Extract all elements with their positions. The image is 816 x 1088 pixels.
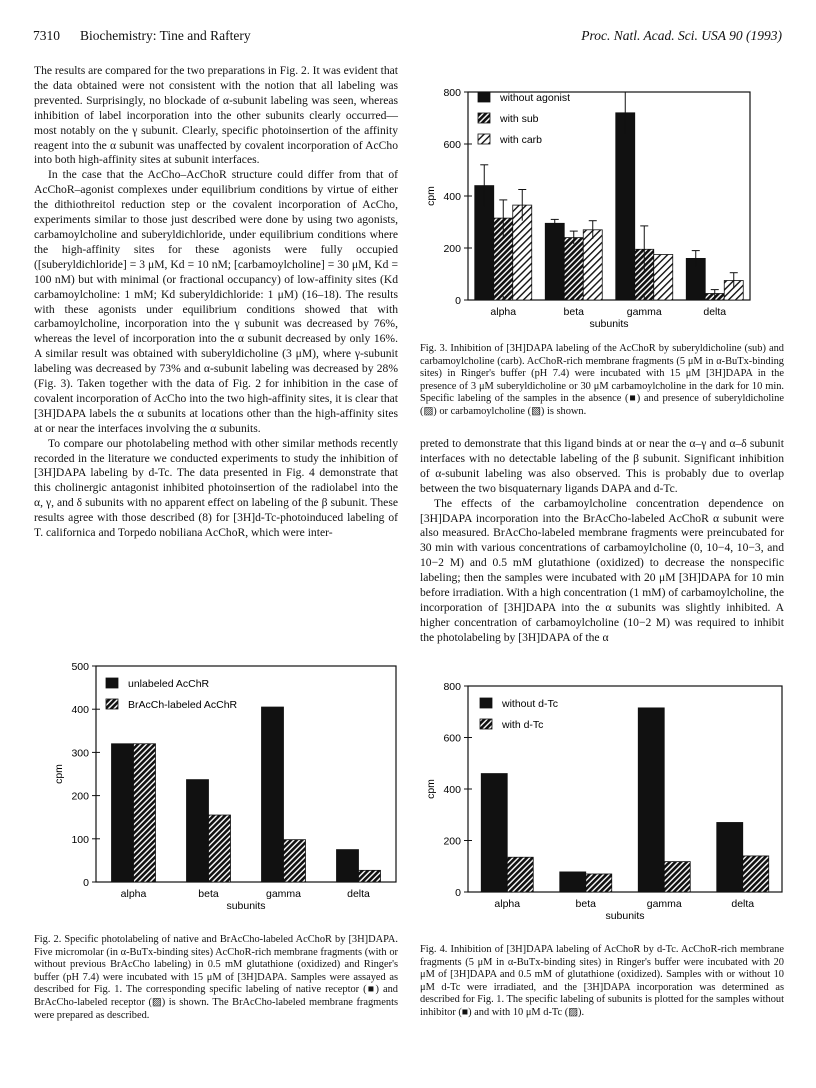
x-tick-label: gamma <box>646 898 682 910</box>
legend-label: with d-Tc <box>502 719 544 731</box>
legend-label: with carb <box>500 134 543 146</box>
bar-delta-1 <box>743 856 769 892</box>
y-tick-label: 100 <box>71 833 89 846</box>
x-tick-label: gamma <box>626 306 662 318</box>
legend-swatch <box>106 678 118 688</box>
legend-swatch <box>480 719 492 729</box>
legend-swatch <box>106 699 118 709</box>
legend-swatch <box>478 113 490 123</box>
y-tick-label: 200 <box>443 835 461 848</box>
bar-alpha-0 <box>112 744 134 882</box>
legend-label: BrAcCh-labeled AcChR <box>128 699 238 711</box>
paragraph: preted to demonstrate that this ligand binds at or near the α–γ and α–δ subunit interfaces with no detectable labeling of the β subunit. Significant inhibition of α-subunit labeling was also observed. This is probably due to overlap between the two bisquaternary ligands DAPA and d-Tc. <box>420 437 784 495</box>
x-tick-label: alpha <box>120 888 147 900</box>
left-column-text <box>34 64 398 541</box>
y-tick-label: 600 <box>443 139 461 151</box>
y-axis-label: cpm <box>425 779 437 799</box>
y-tick-label: 800 <box>443 681 461 693</box>
bar-gamma-1 <box>664 862 690 892</box>
legend-label: with sub <box>500 113 539 125</box>
page-number: 7310 <box>33 28 60 43</box>
x-tick-label: alpha <box>490 306 517 318</box>
x-axis-label: subunits <box>605 910 645 922</box>
y-tick-label: 600 <box>443 732 461 745</box>
x-tick-label: gamma <box>265 888 302 900</box>
bar-gamma-2 <box>654 255 673 301</box>
fig2-caption: Fig. 2. Specific photolabeling of native and BrAcCho-labeled AcChoR by [3H]DAPA. Five micromolar (in α-BuTx-binding sites) AcChoR-rich membrane fragments (with or without previous BrAcCho labeling) in 0.5 mM glutathione (oxidized) and Ringer's buffer (pH 7.4) were incubated with 15 μM of [3H]DAPA. Samples were assayed as described for Fig. 1. The corresponding specific labeling of native receptor (■) and BrAcCho-labeled receptor (▨) is shown. The BrAcCho-labeled membrane fragments were prepared as described. <box>34 934 398 1021</box>
paragraph: The results are compared for the two preparations in Fig. 2. It was evident that the data obtained were not consistent with the notion that all labeling was prevented. Surprisingly, no blockade of α-subunit labeling was seen, whereas inhibition of label incorporation into the other subunits clearly occurred—most notably on the γ subunit. Clearly, specific photoinsertion of the affinity reagent into the α subunit was unaffected by covalent incorporation of AcCho into both high-affinity sites at subunit interfaces. <box>34 64 398 167</box>
x-tick-label: delta <box>703 306 727 318</box>
bar-alpha-1 <box>507 857 533 892</box>
legend-label: unlabeled AcChR <box>128 678 210 690</box>
bar-beta-1 <box>209 815 231 882</box>
x-tick-label: delta <box>731 898 755 910</box>
y-tick-label: 400 <box>71 704 89 717</box>
y-axis-label: cpm <box>425 186 437 206</box>
bar-alpha-0 <box>481 774 507 892</box>
bar-beta-0 <box>545 223 564 300</box>
bar-beta-0 <box>560 872 586 892</box>
fig2-chart <box>34 654 398 924</box>
bar-gamma-0 <box>616 113 635 300</box>
bar-gamma-0 <box>262 707 284 882</box>
y-tick-label: 200 <box>443 243 461 255</box>
right-column-text <box>420 437 784 646</box>
x-axis-label: subunits <box>226 900 266 912</box>
paragraph: The effects of the carbamoylcholine concentration dependence on [3H]DAPA incorporation into the BrAcCho-labeled AcChoR α subunit were also measured. BrAcCho-labeled membrane fragments were preincubated for 30 min with various concentrations of carbamoylcholine (0, 10−4, 10−3, and 10−2 M) and 0.5 mM glutathione (oxidized) to decrease the nonspecific labeling; then the samples were incubated with 20 μM [3H]DAPA for 10 min before irradiation. With a high concentration (1 mM) of carbamoylcholine, the incorporation of [3H]DAPA into the α subunits was slightly inhibited. A higher concentration of carbamoylcholine (10−2 M) was required to inhibit the photolabeling by [3H]DAPA of the α <box>420 496 784 644</box>
bar-gamma-0 <box>638 708 664 892</box>
x-tick-label: delta <box>347 888 370 900</box>
running-title: Biochemistry: Tine and Raftery <box>80 28 251 43</box>
y-axis-label: cpm <box>53 764 65 784</box>
y-tick-label: 500 <box>71 661 89 673</box>
y-tick-label: 0 <box>83 877 89 889</box>
y-tick-label: 400 <box>443 191 461 203</box>
y-tick-label: 400 <box>443 784 461 796</box>
x-tick-label: beta <box>198 888 219 900</box>
journal-citation: Proc. Natl. Acad. Sci. USA 90 (1993) <box>581 28 782 43</box>
x-tick-label: beta <box>563 306 584 318</box>
fig4-caption: Fig. 4. Inhibition of [3H]DAPA labeling of AcChoR by d-Tc. AcChoR-rich membrane fragments (5 μM in α-BuTx-binding sites) in Ringer's buffer were incubated with 20 μM of [3H]DAPA and 0.5 mM of glutathione (oxidized). Samples with or without 10 μM d-Tc were irradiated, and the [3H]DAPA incorporation was determined as described for Fig. 1. The specific labeling of subunits is plotted for the samples without inhibitor (■) and with 10 μM d-Tc (▨). <box>420 944 784 1018</box>
legend-swatch <box>478 134 490 144</box>
bar-delta-0 <box>717 822 743 892</box>
y-tick-label: 300 <box>71 747 89 760</box>
bar-alpha-1 <box>134 744 156 882</box>
legend-swatch <box>478 92 490 102</box>
x-tick-label: beta <box>575 898 596 910</box>
bar-delta-0 <box>337 850 359 882</box>
bar-beta-2 <box>583 230 602 300</box>
bar-gamma-1 <box>284 840 306 882</box>
paragraph: In the case that the AcCho–AcChoR structure could differ from that of AcChoR–agonist complexes under equilibrium conditions by virtue of either the dithiothreitol reduction step or the covalent incorporation of AcCho, experiments similar to those just described were done by using two agonists, carbamoylcholine and suberyldichloride, under equilibrium conditions where the high-affinity sites for these agonists were fully occupied ([suberyldichloride] = 3 μM, Kd = 10 nM; [carbamoylcholine] = 30 μM, Kd = 100 nM) but with minimal (or fractional occupancy) of low-affinity sites (Kd carbamoylcholine: 1 mM; Kd suberyldichloride: 1 μM) (16–18). The results with these agonists under equilibrium conditions showed that with carbamoylcholine, incorporation into the γ subunit was decreased by 76%, whereas the level of incorporation into the α subunit decreased by only 16%. A similar result was obtained with suberyldicholine (3 μM), where γ-subunit labeling was decreased by 73% and α-subunit labeling was decreased by 28% (Fig. 3). Taken together with the data of Fig. 2 for inhibition in the case of covalent incorporation of AcCho into the two high-affinity sites, it is clear that [3H]DAPA labels the α subunits at locations other than the high-affinity sites at or near the interfaces involving the α subunits. <box>34 168 398 435</box>
y-tick-label: 0 <box>455 295 461 307</box>
legend-swatch <box>480 698 492 708</box>
bar-beta-1 <box>586 874 612 892</box>
x-tick-label: alpha <box>494 898 521 910</box>
bar-delta-1 <box>359 870 381 882</box>
paragraph: To compare our photolabeling method with other similar methods recently recorded in the literature we conducted experiments to study the inhibition of [3H]DAPA labeling by d-Tc. The data presented in Fig. 4 demonstrate that this cholinergic antagonist inhibited photoinsertion of the radiolabel into the α, γ, and δ subunits with no apparent effect on labeling of the β subunit. These results agree with those described (8) for [3H]d-Tc-photoinduced labeling of T. californica and Torpedo nobiliana AcChoR, which were inter- <box>34 436 398 540</box>
y-tick-label: 0 <box>455 887 461 899</box>
y-tick-label: 200 <box>71 790 89 803</box>
bar-beta-0 <box>187 780 209 882</box>
legend-label: without agonist <box>500 92 571 104</box>
fig3-caption: Fig. 3. Inhibition of [3H]DAPA labeling of the AcChoR by suberyldicholine (sub) and carbamoylcholine (carb). AcChoR-rich membrane fragments (5 μM in α-BuTx-binding sites) in Ringer's buffer (pH 7.4) were incubated with 15 μM [3H]DAPA in the presence of 3 μM suberyldicholine or 30 μM carbamoylcholine in the dark for 10 min. Specific labeling of the samples in the absence (■) and presence of suberyldicholine (▨) or carbamoylcholine (▧) is shown. <box>420 343 784 417</box>
x-axis-label: subunits <box>589 318 629 330</box>
legend-label: without d-Tc <box>502 698 559 710</box>
bar-beta-1 <box>564 238 583 300</box>
fig3-chart <box>420 70 784 365</box>
y-tick-label: 800 <box>443 87 461 99</box>
fig4-chart <box>420 680 784 942</box>
